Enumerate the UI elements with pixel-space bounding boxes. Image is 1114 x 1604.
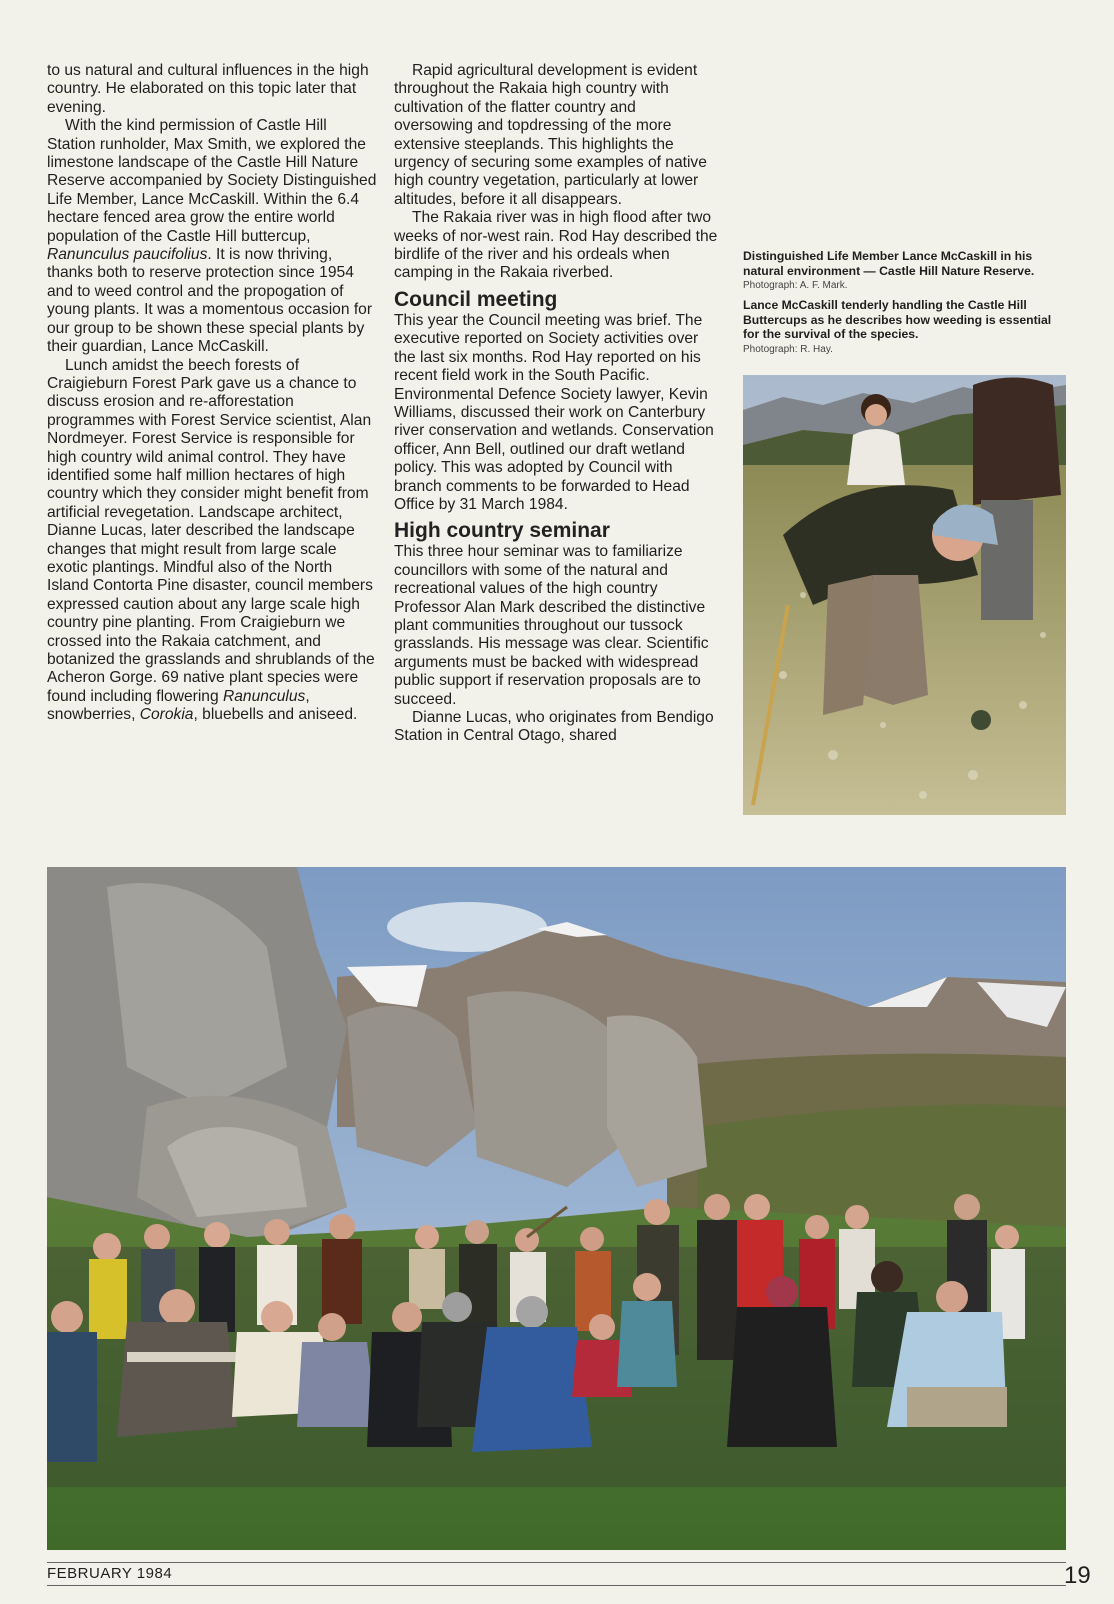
paragraph: Rapid agricultural development is evident throughout the Rakaia high country with cultivation of the flatter country and oversowing and topdressing of the more extensive steeplands. This highlights the urgency of securing some examples of native high country vegetation, particularly at lower altitudes, before it all disappears.	[394, 62, 707, 208]
caption-text: Lance McCaskill tenderly handling the Castle Hill Buttercups as he describes how weeding is essential for the survival of the species.	[743, 298, 1052, 342]
paragraph: The Rakaia river was in high flood after two weeks of nor-west rain. Rod Hay described the birdlife of the river and his ordeals when camping in the Rakaia riverbed.	[394, 209, 718, 282]
caption-text: Distinguished Life Member Lance McCaskill in his natural environment — Castle Hill Nature Reserve.	[743, 249, 1035, 278]
species-name: Ranunculus paucifolius	[47, 246, 208, 264]
paragraph: Lunch amidst the beech forests of Craigieburn Forest Park gave us a chance to discuss erosion and re-afforestation programmes with Forest Service scientist, Alan Nordmeyer. Forest Service is responsible for high country wild animal control. They have identified some half million hectares of high country which they consider might benefit from artificial revegetation. Landscape architect, Dianne Lucas, later described the landscape changes that might result from large scale exotic plantings. Mindful also of the North Island Contorta Pine disaster, council members expressed caution about any large scale high country pine planting. From Craigieburn we crossed into the Rakaia catchment, and botanized the grasslands and shrublands of the Acheron Gorge. 69 native plant species were found including flowering Ranunculus, snowberries, Corokia, bluebells and aniseed.	[47, 356, 375, 724]
photo-illustration	[47, 867, 1066, 1550]
footer-rule-bottom	[47, 1585, 1066, 1586]
section-heading-council-meeting: Council meeting	[394, 287, 558, 311]
photo-lance-mccaskill	[743, 375, 1066, 815]
photo-group-castle-hill	[47, 867, 1066, 1550]
paragraph: Dianne Lucas, who originates from Bendigo Station in Central Otago, shared	[394, 709, 714, 745]
article-column-2	[394, 62, 718, 746]
genus-name: Ranunculus	[223, 687, 306, 705]
photo-credit: Photograph: A. F. Mark.	[743, 280, 848, 292]
section-heading-high-country-seminar: High country seminar	[394, 519, 610, 543]
photo-illustration	[743, 375, 1066, 815]
footer-rule-top	[47, 1562, 1066, 1563]
paragraph: to us natural and cultural influences in the high country. He elaborated on this topic later that evening.	[47, 62, 369, 116]
page-number: 19	[1064, 1562, 1091, 1589]
photo-captions	[743, 249, 1068, 362]
article-column-1	[47, 62, 377, 725]
paragraph: With the kind permission of Castle Hill Station runholder, Max Smith, we explored the limestone landscape of the Castle Hill Nature Reserve accompanied by Society Distinguished Life Member, Lance McCaskill. Within the 6.4 hectare fenced area grow the entire world population of the Castle Hill buttercup, Ranunculus paucifolius. It is now thriving, thanks both to reserve protection since 1954 and to weed control and the propogation of young plants. It was a momentous occasion for our group to be shown these special plants by their guardian, Lance McCaskill.	[47, 117, 377, 356]
photo-credit: Photograph: R. Hay.	[743, 343, 833, 355]
genus-name: Corokia	[139, 706, 194, 724]
paragraph: This year the Council meeting was brief. The executive reported on Society activities over the last six months. Rod Hay reported on his recent field work in the South Pacific. Environmental Defence Society lawyer, Kevin Williams, discussed their work on Canterbury river conservation and wetlands. Conservation officer, Ann Bell, outlined our draft wetland policy. This was adopted by Council with branch comments to be forwarded to Head Office by 31 March 1984.	[394, 311, 714, 513]
paragraph: This three hour seminar was to familiarize councillors with some of the natural and recreational values of the high country Professor Alan Mark described the distinctive plant communities throughout our tussock grasslands. His message was clear. Scientific arguments must be backed with widespread public support if reservation proposals are to succeed.	[394, 543, 709, 708]
footer-issue-date: FEBRUARY 1984	[47, 1565, 173, 1582]
